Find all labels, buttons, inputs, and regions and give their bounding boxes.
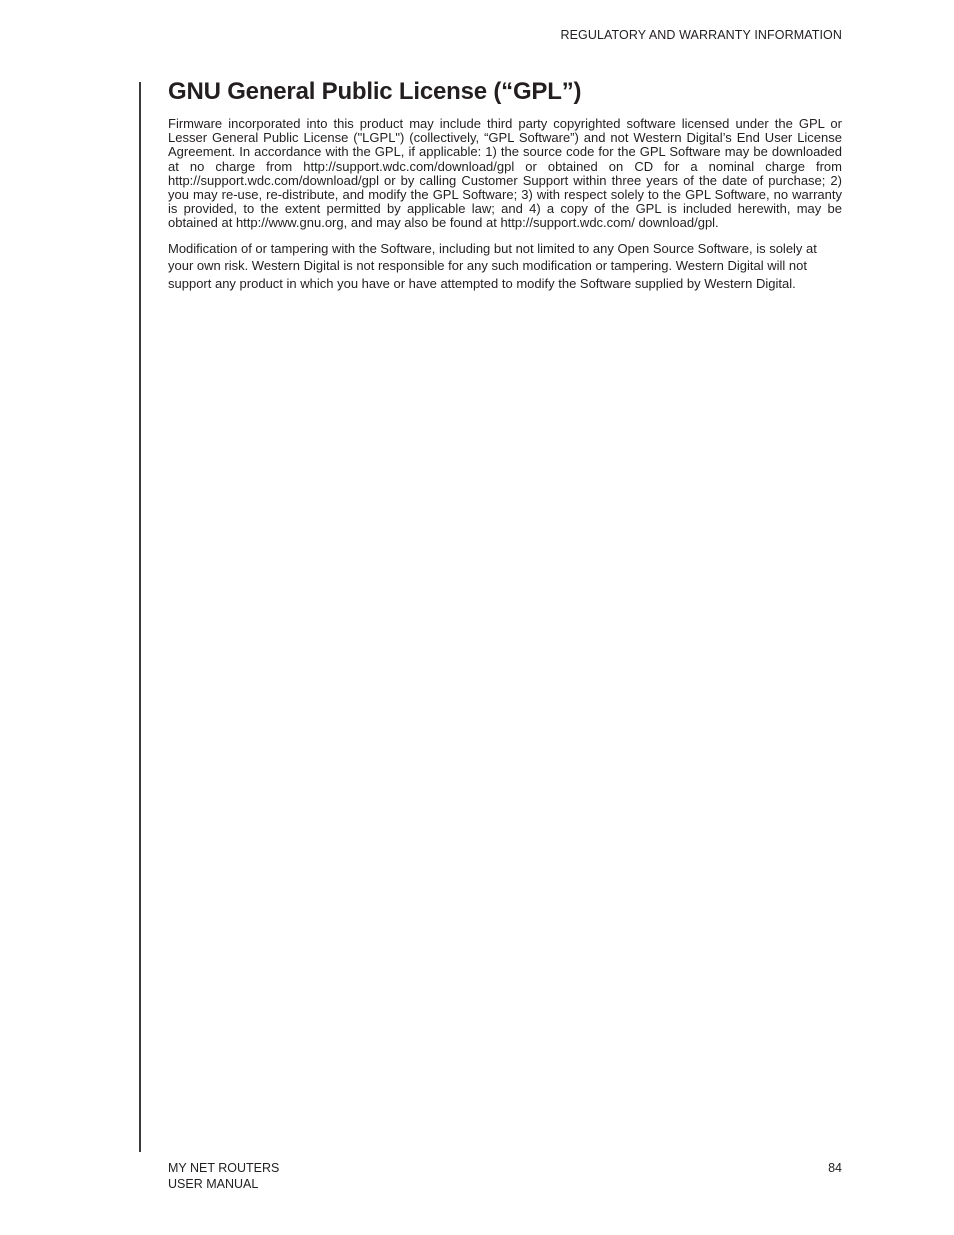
page-title: GNU General Public License (“GPL”) bbox=[168, 78, 582, 105]
footer-product-line1: MY NET ROUTERS bbox=[168, 1161, 280, 1175]
main-content bbox=[168, 76, 842, 301]
page-number: 84 bbox=[828, 1161, 842, 1175]
footer-product bbox=[168, 1161, 279, 1192]
running-header: REGULATORY AND WARRANTY INFORMATION bbox=[560, 28, 842, 42]
modification-paragraph: Modification of or tampering with the Software, including but not limited to any Open Source Software, is solely at your own risk. Western Digital is not responsible for any such modification or tampering. Western Digital will not support any product in which you have or have attempted to modify the Software supplied by Western Digital. bbox=[168, 240, 817, 291]
gpl-paragraph: Firmware incorporated into this product may include third party copyrighted software licensed under the GPL or Lesser General Public License ("LGPL") (collectively, “GPL Software”) and not Western Digital’s End User License Agreement. In accordance with the GPL, if applicable: 1) the source code for the GPL Software may be downloaded at no charge from http://support.wdc.com/download/gpl or obtained on CD for a nominal charge from http://support.wdc.com/download/gpl or by calling Customer Support within three years of the date of purchase; 2) you may re-use, re-distribute, and modify the GPL Software; 3) with respect solely to the GPL Software, no warranty is provided, to the extent permitted by applicable law; and 4) a copy of the GPL is included herewith, may be obtained at http://www.gnu.org, and may also be found at http://support.wdc.com/ download/gpl. bbox=[168, 116, 842, 231]
footer-product-line2: USER MANUAL bbox=[168, 1176, 259, 1191]
left-margin-rule bbox=[139, 82, 141, 1152]
